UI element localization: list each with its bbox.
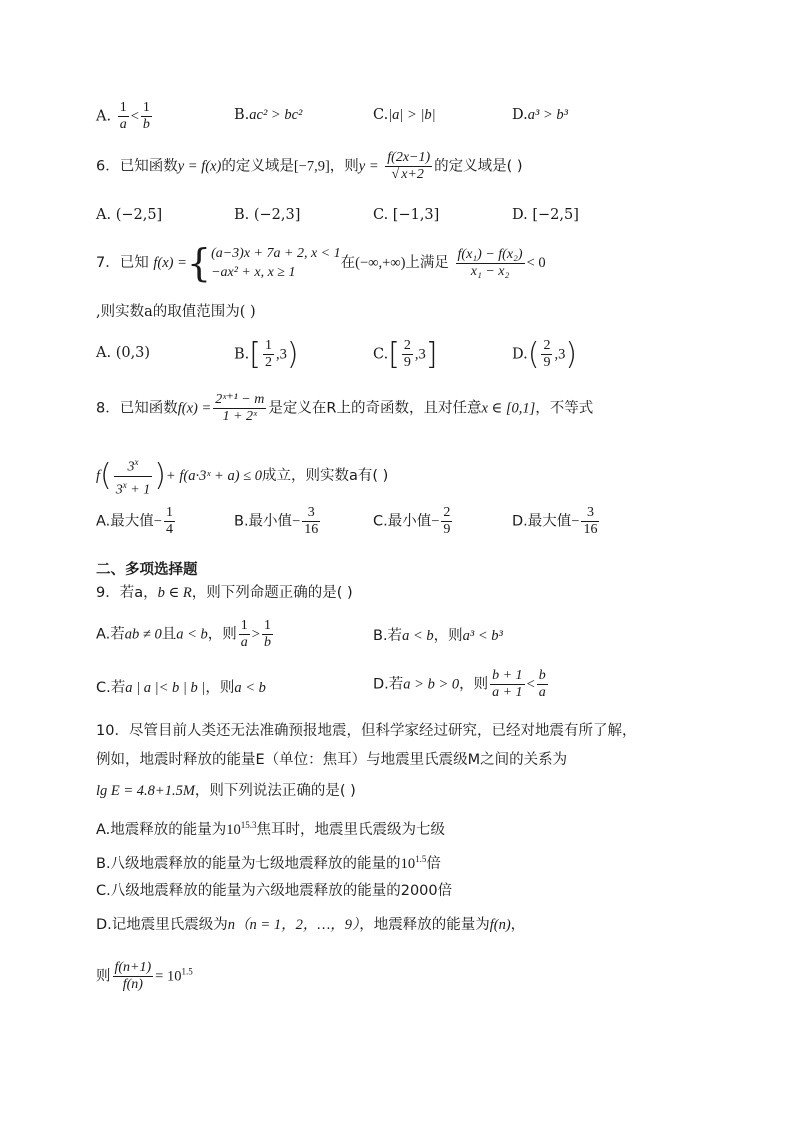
q7-fraction: $\frac{\text{f(x₁) − f(x₂)}}{\text{x₁ − x₂}}$: [457, 246, 523, 279]
q6-option-d: D. [−2,5]: [512, 207, 579, 223]
q7-option-a: A. (0,3): [96, 345, 151, 361]
q7-option-c: C.[ $\frac{2}{9}$ ,3]: [373, 337, 438, 372]
q8-option-c: C.最小值− $\frac{2}{9}$: [373, 505, 451, 537]
q5-option-d: D.a³ > b³: [512, 107, 568, 123]
q9-option-a: A.若ab ≠ 0且a < b，则 $\frac{1}{a}$ > $\frac{1}{b}$: [96, 618, 271, 650]
q6-option-c: C. [−1,3]: [373, 207, 440, 223]
q5-option-a: A. $\frac{1}{a}$ < $\frac{1}{b}$: [96, 100, 150, 132]
q8-option-a: A.最大值− $\frac{1}{4}$: [96, 505, 173, 537]
q9-option-b: B.若a < b，则a³ < b³: [373, 628, 503, 644]
q5-option-c: C.|a| > |b|: [373, 107, 436, 123]
q5-option-a-label: A.: [96, 108, 112, 125]
q7-option-b: B.[ $\frac{1}{2}$ ,3): [234, 337, 299, 372]
q10-stem-line3: lg E = 4.8+1.5M，则下列说法正确的是( ): [96, 783, 356, 799]
q5-option-a-frac2: $\frac{1}{b}$: [142, 100, 150, 132]
q8-fraction: $\frac{\text{2ˣ⁺¹ − m}}{\text{1 + 2ˣ}}$: [215, 392, 265, 424]
q6-option-b: B. (−2,3]: [234, 207, 301, 223]
q6-stem: 6．已知函数y = f(x)的定义域是[−7,9]，则y = $\frac{f(2x-1)}{√ x+2}$ 的定义域是( ): [96, 150, 523, 182]
q8-stem-line2: f( $\frac{3^x}{3^x + 1}$ )+ f(a·3ˣ + a) ≤ 0成立，则实数a有( ): [96, 454, 388, 498]
q7-option-d: D.( $\frac{2}{9}$ ,3): [512, 337, 578, 372]
section-title-multi-choice: 二、多项选择题: [96, 562, 198, 578]
q10-option-c: C.八级地震释放的能量为六级地震释放的能量的2000倍: [96, 883, 453, 899]
q9-stem: 9．若a，b ∈ R，则下列命题正确的是( ): [96, 585, 353, 601]
q9-option-d: D.若a > b > 0，则 $\frac{b + 1}{a + 1}$ < $\frac{b}{a}$: [373, 668, 546, 700]
q10-option-a: A.地震释放的能量为$10^{15.3}$焦耳时，地震里氏震级为七级: [96, 820, 446, 838]
q10-stem-line1: 10．尽管目前人类还无法准确预报地震，但科学家经过研究，已经对地震有所了解，: [96, 723, 637, 739]
q8-stem: 8．已知函数f(x) = $\frac{\text{2ˣ⁺¹ − m}}{\text{1 + 2ˣ}}$ 是定义在R上的奇函数，且对任意x ∈ [0,1]，不等式: [96, 392, 594, 424]
q5-option-b: B.ac² > bc²: [234, 107, 303, 123]
q6-option-a: A. (−2,5]: [96, 207, 163, 223]
q7-stem-line2: ,则实数a的取值范围为( ): [96, 304, 256, 320]
q6-fraction: $\frac{f(2x-1)}{√ x+2}$: [387, 150, 431, 182]
q10-option-b: B.八级地震释放的能量为七级地震释放的能量的$10^{1.5}$倍: [96, 854, 441, 872]
q8-option-d: D.最大值− $\frac{3}{16}$: [512, 505, 598, 537]
q5-option-a-frac1: $\frac{1}{a}$: [119, 100, 127, 132]
q7-piecewise: (a−3)x + 7a + 2, x < 1 −ax² + x, x ≥ 1: [211, 246, 341, 280]
q8-option-b: B.最小值− $\frac{3}{16}$: [234, 505, 319, 537]
q9-option-c: C.若a | a |< b | b |，则a < b: [96, 680, 266, 696]
q10-option-d-line2: 则 $\frac{f(n+1)}{f(n)}$ = $10^{1.5}$: [96, 960, 193, 992]
q10-option-d: D.记地震里氏震级为n（n = 1，2，…，9），地震释放的能量为f(n)，: [96, 917, 526, 933]
q10-stem-line2: 例如，地震时释放的能量E（单位：焦耳）与地震里氏震级M之间的关系为: [96, 752, 568, 768]
q7-stem: 7．已知 f(x) ={ (a−3)x + 7a + 2, x < 1 −ax² + x, x ≥ 1 在(−∞,+∞)上满足 $\frac{\text{f(x₁) − f(x₂)}}{\text{x₁ − x₂}}$ < 0: [96, 241, 546, 285]
